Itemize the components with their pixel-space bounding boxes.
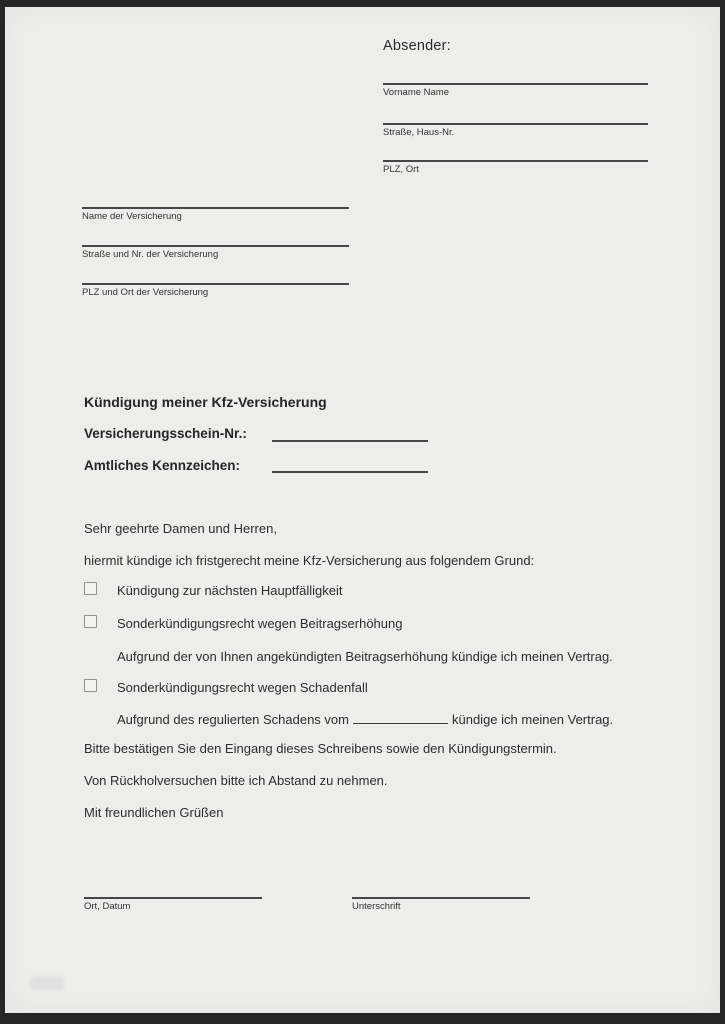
policy-number-label: Versicherungsschein-Nr.:: [84, 426, 247, 441]
license-plate-line[interactable]: [272, 471, 428, 473]
checkbox-schadenfall[interactable]: [84, 679, 97, 692]
insurer-city-field: [82, 283, 349, 298]
subject-title: Kündigung meiner Kfz-Versicherung: [84, 394, 327, 410]
option-beitragserhoehung-label: Sonderkündigungsrecht wegen Beitragserhöhung: [117, 616, 403, 631]
policy-number-line[interactable]: [272, 440, 428, 442]
insurer-name-label: Name der Versicherung: [82, 211, 182, 222]
salutation: Sehr geehrte Damen und Herren,: [84, 521, 277, 536]
sender-name-label: Vorname Name: [383, 87, 450, 98]
license-plate-label: Amtliches Kennzeichen:: [84, 458, 241, 473]
sender-heading: Absender:: [383, 38, 451, 54]
place-date-label: Ort, Datum: [84, 901, 131, 912]
signature-field: [352, 897, 530, 912]
insurer-street-field: [82, 245, 349, 260]
schadenfall-note: [117, 711, 613, 728]
place-date-field: [84, 897, 262, 912]
insurer-city-label: PLZ und Ort der Versicherung: [82, 287, 209, 298]
closing-confirmation-line: Bitte bestätigen Sie den Eingang dieses Schreibens sowie den Kündigungstermin.: [84, 741, 557, 756]
sender-city-label: PLZ, Ort: [383, 164, 419, 175]
intro-line: hiermit kündige ich fristgerecht meine Kfz-Versicherung aus folgendem Grund:: [84, 553, 535, 568]
insurer-name-field: [82, 207, 349, 222]
closing-no-retention-line: Von Rückholversuchen bitte ich Abstand zu nehmen.: [84, 773, 388, 788]
checkbox-hauptfaelligkeit[interactable]: [84, 582, 97, 595]
damage-date-blank-line[interactable]: [353, 711, 448, 724]
scan-artifact-mark: [30, 977, 64, 990]
closing-regards-line: Mit freundlichen Grüßen: [84, 805, 224, 820]
sender-city-field: [383, 160, 648, 175]
schadenfall-note-before: Aufgrund des regulierten Schadens vom: [117, 712, 349, 727]
schadenfall-note-after: kündige ich meinen Vertrag.: [451, 712, 614, 727]
insurer-street-label: Straße und Nr. der Versicherung: [82, 249, 219, 260]
sender-street-label: Straße, Haus-Nr.: [383, 127, 455, 138]
checkbox-beitragserhoehung[interactable]: [84, 615, 97, 628]
letter-paper: [5, 7, 720, 1013]
sender-street-field: [383, 123, 648, 138]
sender-name-field: [383, 83, 648, 98]
beitragserhoehung-note: Aufgrund der von Ihnen angekündigten Beitragserhöhung kündige ich meinen Vertrag.: [117, 649, 613, 664]
option-hauptfaelligkeit-label: Kündigung zur nächsten Hauptfälligkeit: [117, 583, 343, 598]
option-schadenfall-label: Sonderkündigungsrecht wegen Schadenfall: [117, 680, 368, 695]
signature-label: Unterschrift: [352, 901, 401, 912]
